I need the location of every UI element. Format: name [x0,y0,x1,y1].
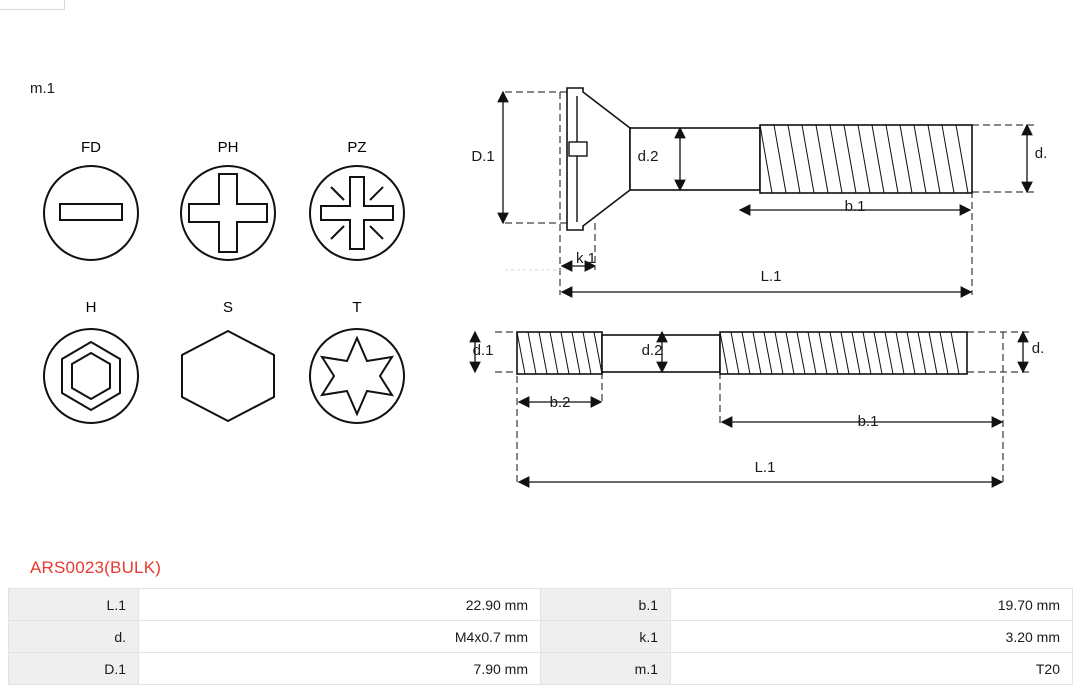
stud-dim-d-label: d. [1031,340,1045,357]
table-row [9,653,1073,685]
spec-key: b.1 [541,589,671,621]
spec-value: 7.90 mm [139,653,541,685]
head-type-label-pz: PZ [347,139,367,156]
table-row [9,589,1073,621]
stud-dim-b1-label: b.1 [857,413,879,430]
stud-dim-b2-label: b.2 [549,394,571,411]
screw-dim-d2-label: d.2 [637,148,659,165]
spec-key: m.1 [541,653,671,685]
part-number: ARS0023(BULK) [30,558,162,577]
spec-value: 3.20 mm [671,621,1073,653]
screw-dim-b1-label: b.1 [844,198,866,215]
pozidriv-head-icon [307,164,407,262]
countersunk-screw-drawing [455,70,1055,310]
slotted-head-icon [41,164,141,262]
spec-key: d. [9,621,139,653]
head-type-label-h: H [85,299,97,316]
stud-dim-d1-label: d.1 [472,342,494,359]
hex-external-head-icon [178,327,278,425]
head-type-label-ph: PH [217,139,239,156]
m1-caption: m.1 [30,80,56,97]
table-row [9,621,1073,653]
screw-dim-k1-label: k.1 [575,250,597,267]
head-type-label-fd: FD [81,139,101,156]
spec-value: 22.90 mm [139,589,541,621]
spec-value: M4x0.7 mm [139,621,541,653]
specifications-table [8,588,1073,685]
screw-dim-D1-label: D.1 [471,148,495,165]
spec-value: T20 [671,653,1073,685]
spec-key: k.1 [541,621,671,653]
stud-dim-d2-label: d.2 [641,342,663,359]
torx-head-icon [307,327,407,425]
head-type-label-s: S [222,299,234,316]
head-type-label-t: T [352,299,362,316]
screw-dim-L1-label: L.1 [760,268,782,285]
screw-dim-d-label: d. [1034,145,1048,162]
spec-value: 19.70 mm [671,589,1073,621]
spec-key: D.1 [9,653,139,685]
hex-socket-head-icon [41,327,141,425]
stud-dim-L1-label: L.1 [754,459,776,476]
phillips-head-icon [178,164,278,262]
spec-key: L.1 [9,589,139,621]
